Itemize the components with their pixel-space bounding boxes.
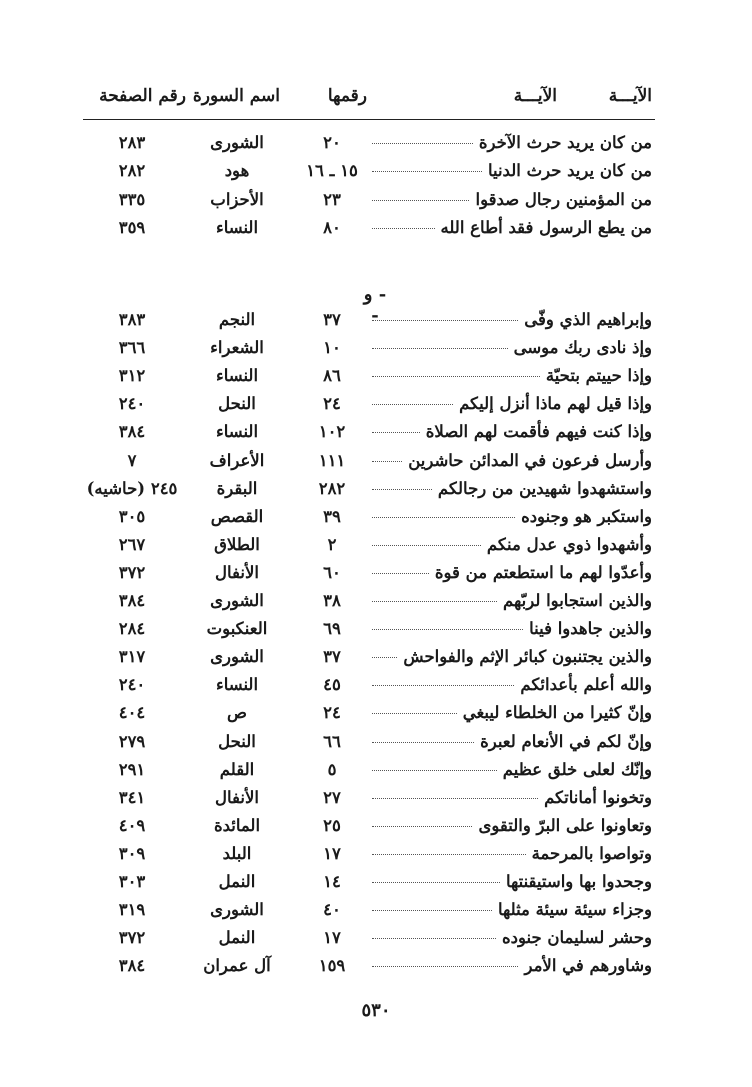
dot-leader [372, 200, 469, 201]
verse-number: ٦٠ [323, 562, 341, 582]
surah-name: النمل [218, 928, 256, 948]
verse-number: ٦٦ [323, 731, 341, 751]
dot-leader [372, 657, 397, 658]
verse-number: ٨٠ [323, 217, 341, 237]
table-row [0, 336, 752, 364]
page-ref: ٢٧٩ [118, 731, 146, 751]
surah-name: النجم [218, 310, 256, 329]
header-verse: الآيـــة [608, 86, 652, 106]
table-row [0, 954, 752, 982]
verse-number: ٣٧ [323, 310, 341, 329]
table-row [0, 216, 752, 244]
table-row [0, 589, 752, 617]
page-ref: ٢٦٧ [118, 534, 146, 554]
verse-cell [372, 161, 652, 180]
verse-text: والذين جاهدوا فينا [529, 619, 652, 639]
page-ref: ٢٩١ [118, 759, 146, 779]
verse-text: وتخونوا أماناتكم [544, 787, 652, 807]
table-row [0, 758, 752, 786]
page-number: ٥٣٠ [361, 1000, 391, 1021]
dot-leader [372, 404, 453, 405]
dot-leader [372, 629, 523, 630]
table-row [0, 926, 752, 954]
verse-cell [372, 675, 652, 694]
page-ref: ٣٨٤ [118, 956, 146, 976]
verse-text: وإنّ كثيرا من الخلطاء ليبغي [462, 703, 652, 723]
verse-cell [372, 872, 652, 891]
page-ref: ٣٠٣ [118, 872, 146, 891]
surah-name: الشورى [210, 133, 264, 152]
verse-number: ٣٧ [323, 647, 341, 667]
table-row [0, 392, 752, 420]
table-row [0, 420, 752, 448]
surah-name: النحل [218, 731, 256, 751]
verse-text: من كان يريد حرث الدنيا [487, 161, 652, 181]
page-ref: ٢٨٤ [118, 619, 146, 639]
verse-text: من كان يريد حرث الآخرة [478, 133, 652, 152]
header-surah: اسم السورة [192, 86, 280, 106]
verse-number: ٣٨ [323, 591, 341, 610]
page-ref: ٢٤٥ (حاشيه) [86, 478, 178, 498]
dot-leader [372, 517, 515, 518]
dot-leader [372, 938, 496, 939]
surah-name: النساء [215, 675, 259, 695]
dot-leader [372, 854, 526, 855]
dot-leader [372, 228, 435, 229]
surah-name: القصص [210, 506, 264, 526]
surah-name: النساء [215, 366, 259, 386]
surah-name: آل عمران [203, 956, 271, 976]
table-row [0, 730, 752, 758]
surah-name: النمل [218, 872, 256, 891]
dot-leader [372, 489, 432, 490]
page-ref: ٣٨٣ [118, 310, 146, 329]
dot-leader [372, 545, 481, 546]
table-row [0, 786, 752, 814]
page-ref: ٣٨٤ [118, 591, 146, 610]
table-header [0, 86, 752, 112]
header-number: رقمها [327, 86, 367, 106]
verse-number: ٢٣ [323, 189, 341, 209]
verse-text: وجزاء سيئة سيئة مثلها [497, 900, 652, 920]
verse-cell [372, 422, 652, 441]
surah-name: النحل [218, 394, 256, 414]
verse-cell [372, 788, 652, 807]
verse-number: ٢٧ [323, 787, 341, 807]
page-ref: ٢٨٣ [118, 133, 146, 152]
verse-cell [372, 816, 652, 835]
surah-name: الأعراف [209, 450, 265, 470]
table-row [0, 645, 752, 673]
surah-name: العنكبوت [206, 619, 268, 639]
table-row [0, 561, 752, 589]
page-ref: ٣٨٤ [118, 422, 146, 442]
verse-cell [372, 507, 652, 526]
dot-leader [372, 910, 492, 911]
verse-number: ١٧ [323, 928, 341, 948]
page-ref: ٢٤٠ [118, 394, 146, 414]
page-ref: ٣١٢ [118, 366, 146, 386]
dot-leader [372, 770, 497, 771]
table-row [0, 477, 752, 505]
verse-cell [372, 844, 652, 863]
verse-text: وإذا كنت فيهم فأقمت لهم الصلاة [425, 422, 652, 442]
page-ref: ٣٠٥ [118, 506, 146, 526]
page-ref: ٢٤٠ [118, 675, 146, 695]
header-verse-repeat: الآيـــة [513, 86, 557, 106]
surah-name: الأنفال [215, 562, 259, 582]
table-row [0, 131, 752, 159]
page-ref: ٣٣٥ [118, 189, 146, 209]
verse-cell [372, 366, 652, 385]
page-ref: ٣١٧ [118, 647, 146, 667]
verse-text: والله أعلم بأعدائكم [520, 675, 652, 695]
verse-number: ١٠ [323, 338, 341, 358]
verse-text: وحشر لسليمان جنوده [501, 928, 652, 948]
verse-text: وإنّك لعلى خلق عظيم [502, 759, 652, 779]
verse-text: وإذا حييتم بتحيّة [545, 366, 652, 386]
verse-number: ٢ [327, 534, 337, 554]
dot-leader [372, 826, 472, 827]
verse-text: وإنّ لكم في الأنعام لعبرة [480, 731, 652, 751]
verse-number: ٦٩ [323, 619, 341, 639]
dot-leader [372, 882, 500, 883]
table-row [0, 533, 752, 561]
verse-number: ٨٦ [323, 366, 341, 386]
verse-number: ٢٤ [323, 394, 341, 414]
surah-name: النساء [215, 217, 259, 237]
verse-cell [372, 956, 652, 975]
verse-text: وإبراهيم الذي وفّى [524, 310, 652, 329]
dot-leader [372, 685, 514, 686]
dot-leader [372, 171, 482, 172]
verse-cell [372, 900, 652, 919]
dot-leader [372, 376, 540, 377]
verse-cell [372, 190, 652, 209]
dot-leader [372, 601, 497, 602]
verse-text: وإذا قيل لهم ماذا أنزل إليكم [459, 394, 652, 414]
surah-name: البلد [222, 843, 252, 863]
surah-name: القلم [219, 759, 255, 779]
page-ref: ٤٠٤ [118, 703, 146, 723]
dot-leader [372, 143, 473, 144]
verse-cell [372, 563, 652, 582]
dot-leader [372, 320, 518, 321]
surah-name: النساء [215, 422, 259, 442]
page-ref: ٣١٩ [118, 900, 146, 920]
page-ref: ٢٨٢ [118, 161, 146, 181]
verse-number: ٣٩ [323, 506, 341, 526]
verse-cell [372, 591, 652, 610]
dot-leader [372, 573, 429, 574]
surah-name: الشورى [210, 647, 264, 667]
verse-number: ٢٥ [323, 815, 341, 835]
verse-cell [372, 535, 652, 554]
verse-text: واستشهدوا شهيدين من رجالكم [437, 478, 652, 498]
verse-cell [372, 760, 652, 779]
dot-leader [372, 432, 420, 433]
surah-name: هود [224, 161, 250, 181]
verse-cell [372, 732, 652, 751]
verse-cell [372, 647, 652, 666]
verse-cell [372, 619, 652, 638]
verse-text: من المؤمنين رجال صدقوا [475, 189, 652, 209]
verse-number: ١١١ [318, 450, 346, 470]
page-ref: ٣٤١ [118, 787, 146, 807]
verse-number: ٤٥ [323, 675, 341, 695]
table-row [0, 617, 752, 645]
surah-name: الشورى [210, 900, 264, 920]
verse-text: من يطع الرسول فقد أطاع الله [440, 217, 652, 237]
verse-number: ٢٨٢ [318, 478, 346, 498]
verse-cell [372, 451, 652, 470]
verse-cell [372, 218, 652, 237]
page-ref: ٧ [127, 450, 137, 470]
dot-leader [372, 713, 457, 714]
table-row [0, 449, 752, 477]
dot-leader [372, 461, 402, 462]
table-row [0, 814, 752, 842]
verse-cell [372, 479, 652, 498]
verse-number: ١٠٢ [318, 422, 346, 442]
dot-leader [372, 742, 474, 743]
verse-text: وأشهدوا ذوي عدل منكم [486, 534, 652, 554]
verse-cell [372, 928, 652, 947]
surah-name: المائدة [213, 815, 261, 835]
verse-number: ١٥ ـ ١٦ [306, 161, 358, 181]
page-ref: ٣٧٢ [118, 928, 146, 948]
verse-text: وتعاونوا على البرّ والتقوى [478, 815, 652, 835]
verse-text: وأعدّوا لهم ما استطعتم من قوة [434, 562, 652, 582]
surah-name: الأنفال [215, 787, 259, 807]
section-letter: - و - [363, 284, 387, 326]
page-ref: ٤٠٩ [118, 815, 146, 835]
verse-text: وأرسل فرعون في المدائن حاشرين [408, 450, 652, 470]
verse-text: والذين يجتنبون كبائر الإثم والفواحش [403, 647, 652, 667]
header-rule [83, 119, 655, 120]
verse-cell [372, 703, 652, 722]
surah-name: الشعراء [210, 338, 264, 358]
table-row [0, 159, 752, 187]
table-row [0, 673, 752, 701]
dot-leader [372, 966, 518, 967]
verse-text: وجحدوا بها واستيقنتها [505, 872, 652, 891]
verse-text: وتواصوا بالمرحمة [531, 843, 652, 863]
dot-leader [372, 348, 508, 349]
surah-name: الأحزاب [210, 189, 264, 209]
verse-number: ٢٤ [323, 703, 341, 723]
verse-text: واستكبر هو وجنوده [521, 506, 652, 526]
verse-number: ١٤ [323, 872, 341, 891]
verse-number: ٥ [327, 759, 337, 779]
table-row [0, 870, 752, 898]
verse-text: وإذ نادى ربك موسى [513, 338, 652, 358]
table-row [0, 842, 752, 870]
table-row [0, 188, 752, 216]
table-row [0, 505, 752, 533]
verse-number: ١٧ [323, 843, 341, 863]
table-row [0, 898, 752, 926]
verse-number: ٢٠ [323, 133, 341, 152]
surah-name: البقرة [216, 478, 258, 498]
verse-cell [372, 310, 652, 329]
table-row [0, 701, 752, 729]
page-ref: ٣٧٢ [118, 562, 146, 582]
surah-name: الشورى [210, 591, 264, 610]
verse-text: والذين استجابوا لربّهم [503, 591, 652, 610]
page-ref: ٣٠٩ [118, 843, 146, 863]
dot-leader [372, 798, 538, 799]
verse-number: ١٥٩ [318, 956, 346, 976]
page-ref: ٣٥٩ [118, 217, 146, 237]
surah-name: الطلاق [214, 534, 260, 554]
verse-cell [372, 338, 652, 357]
table-row [0, 364, 752, 392]
verse-cell [372, 133, 652, 152]
verse-text: وشاورهم في الأمر [524, 956, 652, 976]
verse-cell [372, 394, 652, 413]
surah-name: ص [227, 703, 247, 723]
header-page: رقم الصفحة [99, 86, 186, 106]
page-ref: ٣٦٦ [118, 338, 146, 358]
verse-number: ٤٠ [323, 900, 341, 920]
